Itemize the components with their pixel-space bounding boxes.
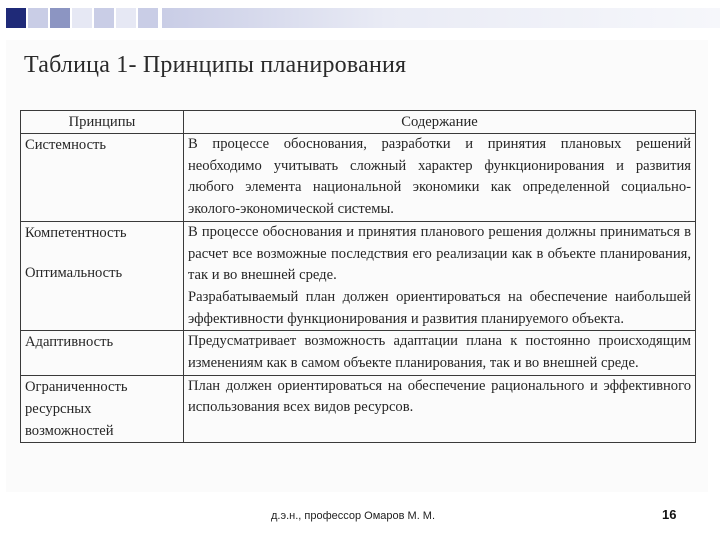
principle-name: Оптимальность — [25, 264, 123, 281]
decor-square — [6, 8, 26, 28]
decor-square — [50, 8, 70, 28]
decor-square — [28, 8, 48, 28]
principle-name: Компетентность — [25, 224, 127, 241]
principle-content: Разрабатываемый план должен ориентироваться на обеспечение наибольшей эффективности функционирования и развития планируемого объекта. — [188, 288, 691, 327]
principle-name: Адаптивность — [25, 334, 114, 351]
principle-cell — [21, 134, 184, 222]
decor-square — [116, 8, 136, 28]
principle-content: В процессе обоснования, разработки и принятия плановых решений необходимо учитывать сложный характер функционирования и развития любого элемента национальной экономики как определенной социально-эколого-экономической системы. — [188, 136, 691, 218]
decor-square — [94, 8, 114, 28]
footer-author: д.э.н., профессор Омаров М. М. — [271, 510, 436, 522]
column-header-content: Содержание — [184, 111, 696, 134]
content-cell — [184, 331, 696, 375]
principle-content: Предусматривает возможность адаптации плана к постоянно происходящим изменениям как в самом объекте планирования, так и во внешней среде. — [188, 333, 691, 372]
principle-content: В процессе обоснования и принятия планового решения должны приниматься в расчет все возможные последствия его реализации как в объекте планирования, так и во внешней среде. — [188, 223, 691, 284]
principle-name: Системность — [25, 137, 107, 153]
table-row — [21, 134, 696, 222]
table-row — [21, 221, 696, 331]
content-cell — [184, 221, 696, 331]
principle-cell — [21, 221, 184, 331]
table-row — [21, 375, 696, 442]
table-header-row — [21, 111, 696, 134]
column-header-principles: Принципы — [21, 111, 184, 134]
decor-square — [138, 8, 158, 28]
decor-gradient-bar — [162, 8, 720, 28]
principle-cell — [21, 375, 184, 442]
table-row — [21, 331, 696, 375]
content-cell — [184, 134, 696, 222]
principle-name: Ограниченность ресурсных возможностей — [25, 378, 128, 439]
content-cell — [184, 375, 696, 442]
decorative-square-strip — [6, 8, 720, 30]
decor-square — [72, 8, 92, 28]
principle-cell — [21, 331, 184, 375]
scanned-document — [6, 40, 708, 492]
principles-table — [20, 110, 696, 443]
page-number: 16 — [662, 507, 677, 522]
principle-content: План должен ориентироваться на обеспечение рационального и эффективного использования всех видов ресурсов. — [188, 377, 691, 416]
table-title: Таблица 1- Принципы планирования — [24, 52, 407, 78]
